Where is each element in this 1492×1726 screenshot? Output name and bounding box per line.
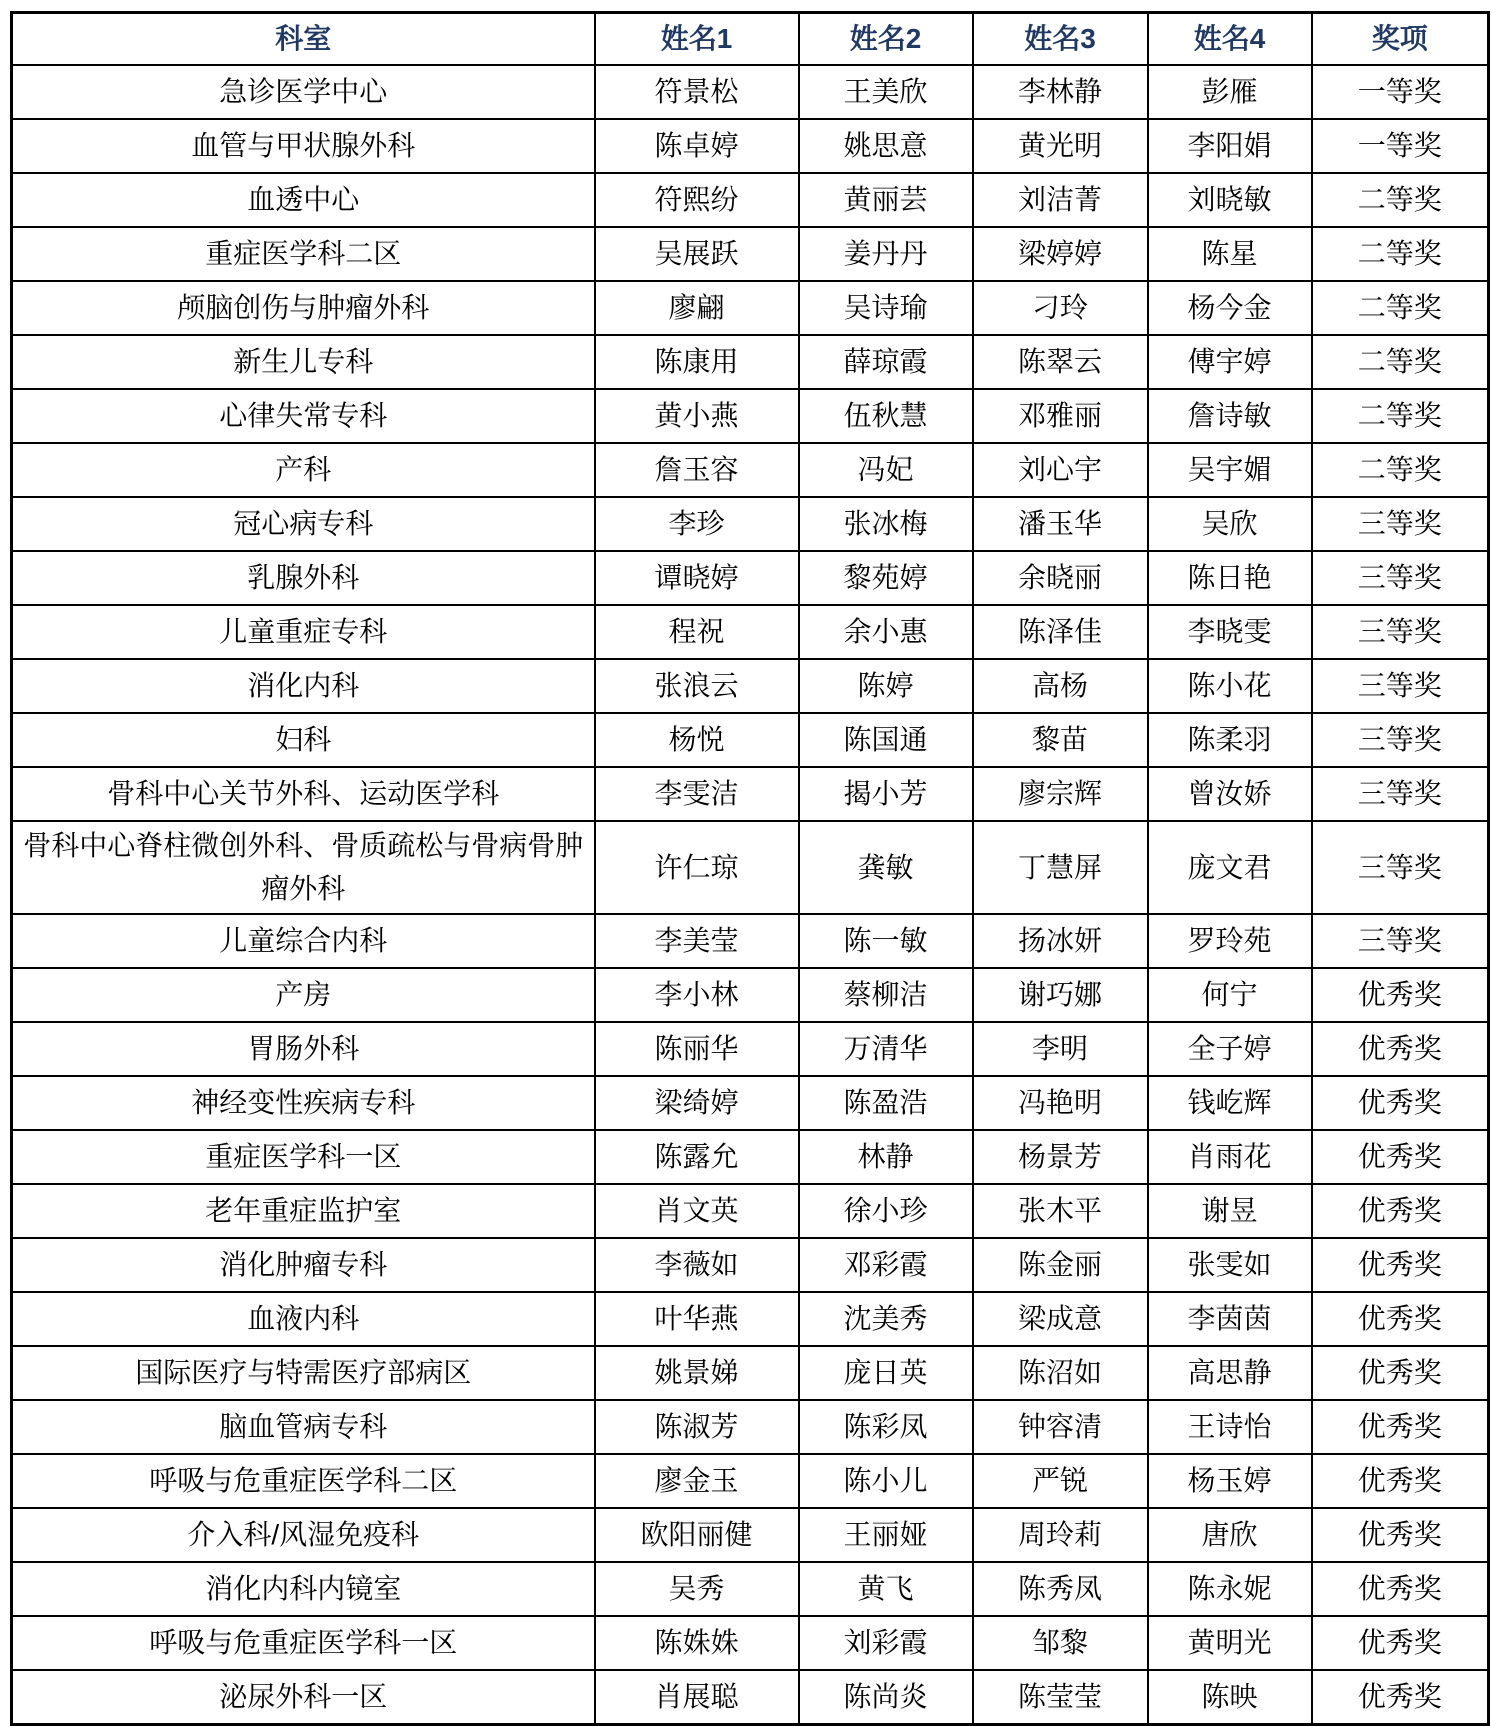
name1-cell: 李雯洁 [595, 767, 799, 821]
name2-cell: 姚思意 [799, 119, 973, 173]
name1-cell: 黄小燕 [595, 389, 799, 443]
table-row [12, 1562, 1489, 1616]
department-cell: 急诊医学中心 [12, 65, 595, 119]
name4-cell: 陈永妮 [1148, 1562, 1312, 1616]
award-cell: 二等奖 [1312, 335, 1489, 389]
award-cell: 三等奖 [1312, 497, 1489, 551]
name4-cell: 王诗怡 [1148, 1400, 1312, 1454]
award-cell: 优秀奖 [1312, 1562, 1489, 1616]
department-cell: 胃肠外科 [12, 1022, 595, 1076]
name1-cell: 陈姝姝 [595, 1616, 799, 1670]
award-cell: 优秀奖 [1312, 1292, 1489, 1346]
award-cell: 二等奖 [1312, 281, 1489, 335]
column-header-1: 科室 [12, 13, 595, 66]
department-cell: 产科 [12, 443, 595, 497]
name2-cell: 黄丽芸 [799, 173, 973, 227]
name3-cell: 高杨 [973, 659, 1148, 713]
name1-cell: 符熙纷 [595, 173, 799, 227]
award-cell: 二等奖 [1312, 443, 1489, 497]
name2-cell: 庞日英 [799, 1346, 973, 1400]
name1-cell: 杨悦 [595, 713, 799, 767]
name1-cell: 吴展跃 [595, 227, 799, 281]
department-cell: 重症医学科二区 [12, 227, 595, 281]
column-header-6: 奖项 [1312, 13, 1489, 66]
award-cell: 三等奖 [1312, 605, 1489, 659]
department-cell: 血管与甲状腺外科 [12, 119, 595, 173]
name2-cell: 陈彩凤 [799, 1400, 973, 1454]
department-cell: 骨科中心脊柱微创外科、骨质疏松与骨病骨肿瘤外科 [12, 821, 595, 914]
name2-cell: 伍秋慧 [799, 389, 973, 443]
table-row [12, 173, 1489, 227]
name4-cell: 庞文君 [1148, 821, 1312, 914]
table-row [12, 968, 1489, 1022]
award-cell: 优秀奖 [1312, 1022, 1489, 1076]
name1-cell: 陈露允 [595, 1130, 799, 1184]
table-row [12, 335, 1489, 389]
award-cell: 优秀奖 [1312, 1184, 1489, 1238]
name2-cell: 黄飞 [799, 1562, 973, 1616]
award-cell: 优秀奖 [1312, 1346, 1489, 1400]
table-row [12, 1508, 1489, 1562]
department-cell: 妇科 [12, 713, 595, 767]
table-row [12, 497, 1489, 551]
table-row [12, 551, 1489, 605]
name2-cell: 陈国通 [799, 713, 973, 767]
award-cell: 一等奖 [1312, 65, 1489, 119]
name2-cell: 王美欣 [799, 65, 973, 119]
table-row [12, 821, 1489, 914]
table-row [12, 281, 1489, 335]
award-cell: 二等奖 [1312, 227, 1489, 281]
name1-cell: 肖文英 [595, 1184, 799, 1238]
name3-cell: 黄光明 [973, 119, 1148, 173]
table-row [12, 1238, 1489, 1292]
award-cell: 优秀奖 [1312, 1400, 1489, 1454]
table-row [12, 767, 1489, 821]
name3-cell: 谢巧娜 [973, 968, 1148, 1022]
table-row [12, 1292, 1489, 1346]
name4-cell: 李晓雯 [1148, 605, 1312, 659]
table-row [12, 1184, 1489, 1238]
department-cell: 乳腺外科 [12, 551, 595, 605]
name1-cell: 陈丽华 [595, 1022, 799, 1076]
name2-cell: 邓彩霞 [799, 1238, 973, 1292]
table-row [12, 1616, 1489, 1670]
award-cell: 三等奖 [1312, 713, 1489, 767]
award-cell: 三等奖 [1312, 659, 1489, 713]
name4-cell: 罗玲苑 [1148, 914, 1312, 968]
column-header-3: 姓名2 [799, 13, 973, 66]
department-cell: 儿童重症专科 [12, 605, 595, 659]
name4-cell: 谢昱 [1148, 1184, 1312, 1238]
name4-cell: 陈星 [1148, 227, 1312, 281]
name3-cell: 黎苗 [973, 713, 1148, 767]
table-row [12, 1454, 1489, 1508]
department-cell: 国际医疗与特需医疗部病区 [12, 1346, 595, 1400]
award-cell: 优秀奖 [1312, 1238, 1489, 1292]
name4-cell: 陈柔羽 [1148, 713, 1312, 767]
name2-cell: 龚敏 [799, 821, 973, 914]
award-cell: 一等奖 [1312, 119, 1489, 173]
department-cell: 重症医学科一区 [12, 1130, 595, 1184]
name2-cell: 陈小儿 [799, 1454, 973, 1508]
table-row [12, 65, 1489, 119]
department-cell: 呼吸与危重症医学科一区 [12, 1616, 595, 1670]
name4-cell: 张雯如 [1148, 1238, 1312, 1292]
award-cell: 三等奖 [1312, 767, 1489, 821]
table-row [12, 1346, 1489, 1400]
table-row [12, 1130, 1489, 1184]
award-cell: 二等奖 [1312, 173, 1489, 227]
name3-cell: 陈沼如 [973, 1346, 1148, 1400]
award-cell: 优秀奖 [1312, 1508, 1489, 1562]
name1-cell: 谭晓婷 [595, 551, 799, 605]
name4-cell: 钱屹辉 [1148, 1076, 1312, 1130]
table-row [12, 1022, 1489, 1076]
department-cell: 呼吸与危重症医学科二区 [12, 1454, 595, 1508]
department-cell: 骨科中心关节外科、运动医学科 [12, 767, 595, 821]
name3-cell: 邹黎 [973, 1616, 1148, 1670]
award-cell: 优秀奖 [1312, 1616, 1489, 1670]
name1-cell: 廖金玉 [595, 1454, 799, 1508]
name3-cell: 余晓丽 [973, 551, 1148, 605]
department-cell: 新生儿专科 [12, 335, 595, 389]
name1-cell: 李薇如 [595, 1238, 799, 1292]
column-header-5: 姓名4 [1148, 13, 1312, 66]
name2-cell: 蔡柳洁 [799, 968, 973, 1022]
name3-cell: 李明 [973, 1022, 1148, 1076]
name2-cell: 陈婷 [799, 659, 973, 713]
name3-cell: 严锐 [973, 1454, 1148, 1508]
column-header-2: 姓名1 [595, 13, 799, 66]
name1-cell: 陈卓婷 [595, 119, 799, 173]
name4-cell: 曾汝娇 [1148, 767, 1312, 821]
name2-cell: 揭小芳 [799, 767, 973, 821]
name4-cell: 彭雁 [1148, 65, 1312, 119]
name4-cell: 杨玉婷 [1148, 1454, 1312, 1508]
award-cell: 优秀奖 [1312, 1076, 1489, 1130]
name2-cell: 林静 [799, 1130, 973, 1184]
department-cell: 颅脑创伤与肿瘤外科 [12, 281, 595, 335]
name4-cell: 黄明光 [1148, 1616, 1312, 1670]
table-row [12, 1670, 1489, 1725]
name4-cell: 杨今金 [1148, 281, 1312, 335]
name3-cell: 冯艳明 [973, 1076, 1148, 1130]
table-row [12, 713, 1489, 767]
name1-cell: 梁绮婷 [595, 1076, 799, 1130]
department-cell: 泌尿外科一区 [12, 1670, 595, 1725]
name2-cell: 张冰梅 [799, 497, 973, 551]
name2-cell: 刘彩霞 [799, 1616, 973, 1670]
table-row [12, 443, 1489, 497]
name2-cell: 黎苑婷 [799, 551, 973, 605]
name3-cell: 张木平 [973, 1184, 1148, 1238]
name1-cell: 许仁琼 [595, 821, 799, 914]
department-cell: 血透中心 [12, 173, 595, 227]
department-cell: 介入科/风湿免疫科 [12, 1508, 595, 1562]
table-body [12, 65, 1489, 1724]
name3-cell: 梁成意 [973, 1292, 1148, 1346]
name1-cell: 程祝 [595, 605, 799, 659]
name4-cell: 陈映 [1148, 1670, 1312, 1725]
name1-cell: 李美莹 [595, 914, 799, 968]
name4-cell: 唐欣 [1148, 1508, 1312, 1562]
name3-cell: 钟容清 [973, 1400, 1148, 1454]
name4-cell: 全子婷 [1148, 1022, 1312, 1076]
name3-cell: 廖宗辉 [973, 767, 1148, 821]
name3-cell: 陈翠云 [973, 335, 1148, 389]
department-cell: 冠心病专科 [12, 497, 595, 551]
table-row [12, 659, 1489, 713]
award-cell: 三等奖 [1312, 551, 1489, 605]
name2-cell: 冯妃 [799, 443, 973, 497]
name2-cell: 薛琼霞 [799, 335, 973, 389]
name4-cell: 吴宇媚 [1148, 443, 1312, 497]
department-cell: 血液内科 [12, 1292, 595, 1346]
name4-cell: 陈日艳 [1148, 551, 1312, 605]
department-cell: 脑血管病专科 [12, 1400, 595, 1454]
name4-cell: 詹诗敏 [1148, 389, 1312, 443]
name2-cell: 王丽娅 [799, 1508, 973, 1562]
name4-cell: 李茵茵 [1148, 1292, 1312, 1346]
department-cell: 产房 [12, 968, 595, 1022]
table-row [12, 914, 1489, 968]
name3-cell: 刘洁菁 [973, 173, 1148, 227]
name2-cell: 徐小珍 [799, 1184, 973, 1238]
name1-cell: 陈淑芳 [595, 1400, 799, 1454]
name3-cell: 邓雅丽 [973, 389, 1148, 443]
department-cell: 心律失常专科 [12, 389, 595, 443]
department-cell: 消化内科 [12, 659, 595, 713]
department-cell: 消化肿瘤专科 [12, 1238, 595, 1292]
name3-cell: 陈莹莹 [973, 1670, 1148, 1725]
name4-cell: 刘晓敏 [1148, 173, 1312, 227]
name3-cell: 扬冰妍 [973, 914, 1148, 968]
name3-cell: 陈金丽 [973, 1238, 1148, 1292]
name1-cell: 詹玉容 [595, 443, 799, 497]
name2-cell: 吴诗瑜 [799, 281, 973, 335]
name1-cell: 欧阳丽健 [595, 1508, 799, 1562]
name4-cell: 陈小花 [1148, 659, 1312, 713]
name3-cell: 梁婷婷 [973, 227, 1148, 281]
name1-cell: 陈康用 [595, 335, 799, 389]
name3-cell: 李林静 [973, 65, 1148, 119]
name1-cell: 吴秀 [595, 1562, 799, 1616]
award-cell: 优秀奖 [1312, 1130, 1489, 1184]
name1-cell: 姚景娣 [595, 1346, 799, 1400]
name4-cell: 李阳娟 [1148, 119, 1312, 173]
award-cell: 优秀奖 [1312, 968, 1489, 1022]
award-cell: 优秀奖 [1312, 1454, 1489, 1508]
name4-cell: 高思静 [1148, 1346, 1312, 1400]
name3-cell: 刁玲 [973, 281, 1148, 335]
award-cell: 二等奖 [1312, 389, 1489, 443]
department-cell: 儿童综合内科 [12, 914, 595, 968]
name2-cell: 陈一敏 [799, 914, 973, 968]
award-cell: 三等奖 [1312, 821, 1489, 914]
table-row [12, 119, 1489, 173]
name1-cell: 张浪云 [595, 659, 799, 713]
name2-cell: 余小惠 [799, 605, 973, 659]
award-cell: 三等奖 [1312, 914, 1489, 968]
name1-cell: 叶华燕 [595, 1292, 799, 1346]
name2-cell: 姜丹丹 [799, 227, 973, 281]
table-row [12, 1400, 1489, 1454]
name4-cell: 傅宇婷 [1148, 335, 1312, 389]
name3-cell: 刘心宇 [973, 443, 1148, 497]
department-cell: 神经变性疾病专科 [12, 1076, 595, 1130]
table-row [12, 605, 1489, 659]
name2-cell: 陈尚炎 [799, 1670, 973, 1725]
department-cell: 老年重症监护室 [12, 1184, 595, 1238]
name4-cell: 何宁 [1148, 968, 1312, 1022]
table-row [12, 227, 1489, 281]
name3-cell: 陈秀凤 [973, 1562, 1148, 1616]
name1-cell: 李珍 [595, 497, 799, 551]
name2-cell: 沈美秀 [799, 1292, 973, 1346]
column-header-4: 姓名3 [973, 13, 1148, 66]
table-row [12, 389, 1489, 443]
department-cell: 消化内科内镜室 [12, 1562, 595, 1616]
name3-cell: 周玲莉 [973, 1508, 1148, 1562]
name3-cell: 潘玉华 [973, 497, 1148, 551]
award-cell: 优秀奖 [1312, 1670, 1489, 1725]
name2-cell: 万清华 [799, 1022, 973, 1076]
name1-cell: 符景松 [595, 65, 799, 119]
name3-cell: 丁慧屏 [973, 821, 1148, 914]
header-row [12, 13, 1489, 66]
table-row [12, 1076, 1489, 1130]
name4-cell: 肖雨花 [1148, 1130, 1312, 1184]
name2-cell: 陈盈浩 [799, 1076, 973, 1130]
name1-cell: 廖翩 [595, 281, 799, 335]
name4-cell: 吴欣 [1148, 497, 1312, 551]
name3-cell: 陈泽佳 [973, 605, 1148, 659]
name3-cell: 杨景芳 [973, 1130, 1148, 1184]
name1-cell: 肖展聪 [595, 1670, 799, 1725]
awards-table [10, 11, 1490, 1726]
name1-cell: 李小林 [595, 968, 799, 1022]
